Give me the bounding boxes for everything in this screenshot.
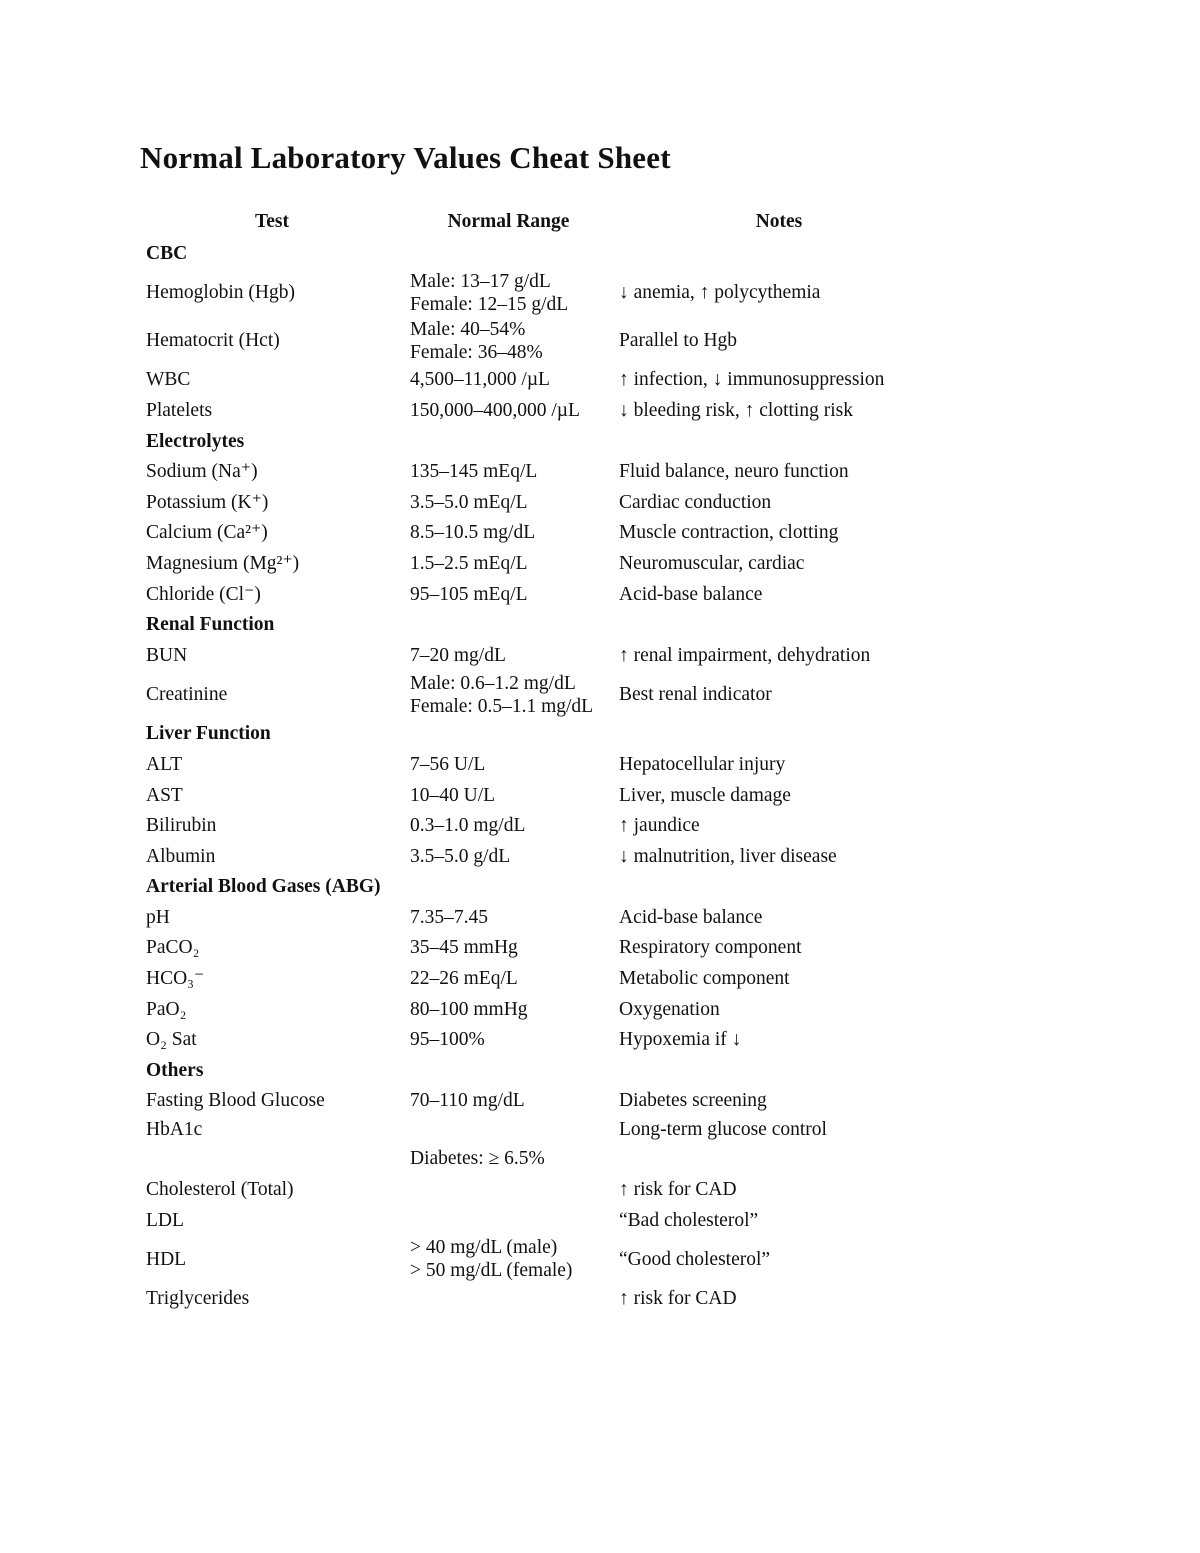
range-line: 22–26 mEq/L bbox=[410, 968, 518, 990]
normal-range-cell bbox=[404, 902, 613, 933]
range-line: > 50 mg/dL (female) bbox=[410, 1260, 573, 1282]
table-row bbox=[140, 579, 945, 610]
range-line: Diabetes: ≥ 6.5% bbox=[410, 1148, 545, 1170]
table-header-row bbox=[140, 204, 945, 238]
range-line: Female: 0.5–1.1 mg/dL bbox=[410, 695, 594, 717]
notes-cell: Neuromuscular, cardiac bbox=[619, 552, 805, 574]
range-line: 7.35–7.45 bbox=[410, 906, 488, 928]
table-row bbox=[140, 933, 945, 964]
page-title: Normal Laboratory Values Cheat Sheet bbox=[140, 140, 671, 175]
normal-range-cell bbox=[404, 579, 613, 610]
range-line: 0.3–1.0 mg/dL bbox=[410, 815, 526, 837]
normal-range-cell bbox=[404, 1086, 613, 1117]
section-header-row bbox=[140, 719, 945, 750]
test-name-cell: Cholesterol (Total) bbox=[146, 1179, 294, 1201]
test-name-cell: pH bbox=[146, 906, 170, 928]
table-row bbox=[140, 902, 945, 933]
range-line: Female: 12–15 g/dL bbox=[410, 293, 569, 315]
normal-range-cell bbox=[404, 1024, 613, 1055]
column-header-notes: Notes bbox=[755, 210, 803, 232]
notes-cell: Acid-base balance bbox=[619, 906, 763, 928]
test-name-cell: Fasting Blood Glucose bbox=[146, 1090, 325, 1112]
table-row bbox=[140, 780, 945, 811]
test-name-cell: Triglycerides bbox=[146, 1288, 250, 1310]
section-header-row bbox=[140, 238, 945, 269]
table-row bbox=[140, 810, 945, 841]
test-name-cell: Sodium (Na⁺) bbox=[146, 461, 258, 483]
normal-range-cell bbox=[404, 1283, 613, 1314]
range-line: Male: 40–54% bbox=[410, 318, 526, 340]
test-name-cell: AST bbox=[146, 784, 183, 806]
section-header-row bbox=[140, 1055, 945, 1086]
column-header-test: Test bbox=[255, 210, 289, 232]
section-title: Electrolytes bbox=[146, 430, 245, 452]
notes-cell: Acid-base balance bbox=[619, 583, 763, 605]
range-line: 80–100 mmHg bbox=[410, 998, 528, 1020]
test-name-cell: PaCO₂ bbox=[146, 937, 200, 959]
normal-range-cell bbox=[404, 994, 613, 1025]
section-header-row bbox=[140, 609, 945, 640]
table-row bbox=[140, 1086, 945, 1117]
table-row bbox=[140, 1116, 945, 1174]
notes-cell: Metabolic component bbox=[619, 968, 790, 990]
notes-cell: ↑ infection, ↓ immunosuppression bbox=[619, 369, 885, 391]
range-line: 7–20 mg/dL bbox=[410, 644, 506, 666]
section-title: Liver Function bbox=[146, 723, 271, 745]
test-name-cell: LDL bbox=[146, 1209, 184, 1231]
test-name-cell: HDL bbox=[146, 1248, 187, 1270]
range-line: 35–45 mmHg bbox=[410, 937, 518, 959]
notes-cell: Best renal indicator bbox=[619, 684, 772, 706]
notes-cell: ↓ malnutrition, liver disease bbox=[619, 845, 837, 867]
test-name-cell: Albumin bbox=[146, 845, 216, 867]
normal-range-cell bbox=[404, 810, 613, 841]
notes-cell: “Good cholesterol” bbox=[619, 1248, 771, 1270]
test-name-cell: PaO₂ bbox=[146, 998, 187, 1020]
test-name-cell: HCO₃⁻ bbox=[146, 968, 205, 990]
notes-cell: Muscle contraction, clotting bbox=[619, 522, 839, 544]
normal-range-cell bbox=[404, 395, 613, 426]
range-line: 3.5–5.0 g/dL bbox=[410, 845, 511, 867]
test-name-cell: WBC bbox=[146, 369, 191, 391]
range-line: 135–145 mEq/L bbox=[410, 461, 538, 483]
normal-range-cell bbox=[404, 780, 613, 811]
range-line: > 40 mg/dL (male) bbox=[410, 1237, 558, 1259]
notes-cell: Oxygenation bbox=[619, 998, 720, 1020]
test-name-cell: Magnesium (Mg²⁺) bbox=[146, 552, 300, 574]
normal-range-cell bbox=[404, 1235, 613, 1283]
notes-cell: ↑ jaundice bbox=[619, 815, 700, 837]
lab-values-table bbox=[140, 204, 945, 1314]
table-row bbox=[140, 518, 945, 549]
notes-cell: Parallel to Hgb bbox=[619, 330, 738, 352]
table-row bbox=[140, 841, 945, 872]
section-title: Arterial Blood Gases (ABG) bbox=[146, 876, 381, 898]
notes-cell: ↑ risk for CAD bbox=[619, 1179, 737, 1201]
notes-cell: Cardiac conduction bbox=[619, 491, 772, 513]
table-row bbox=[140, 640, 945, 671]
table-row bbox=[140, 1235, 945, 1283]
notes-cell: ↓ bleeding risk, ↑ clotting risk bbox=[619, 399, 853, 421]
test-name-cell: Bilirubin bbox=[146, 815, 217, 837]
normal-range-cell bbox=[404, 841, 613, 872]
table-row bbox=[140, 1024, 945, 1055]
range-line: 95–100% bbox=[410, 1029, 485, 1051]
table-row bbox=[140, 671, 945, 719]
section-title: Renal Function bbox=[146, 614, 275, 636]
table-row bbox=[140, 1283, 945, 1314]
range-line: Male: 0.6–1.2 mg/dL bbox=[410, 672, 576, 694]
test-name-cell: Hematocrit (Hct) bbox=[146, 330, 280, 352]
notes-cell: ↑ renal impairment, dehydration bbox=[619, 644, 871, 666]
normal-range-cell bbox=[404, 933, 613, 964]
range-line: Male: 13–17 g/dL bbox=[410, 270, 551, 292]
test-name-cell: Potassium (K⁺) bbox=[146, 491, 269, 513]
normal-range-cell bbox=[404, 749, 613, 780]
range-line: 10–40 U/L bbox=[410, 784, 496, 806]
test-name-cell: Creatinine bbox=[146, 684, 228, 706]
normal-range-cell bbox=[404, 640, 613, 671]
notes-cell: Diabetes screening bbox=[619, 1090, 767, 1112]
test-name-cell: Chloride (Cl⁻) bbox=[146, 583, 261, 605]
range-line: 1.5–2.5 mEq/L bbox=[410, 552, 528, 574]
table-row bbox=[140, 456, 945, 487]
table-row bbox=[140, 749, 945, 780]
test-name-cell: HbA1c bbox=[146, 1119, 203, 1141]
normal-range-cell bbox=[404, 317, 613, 365]
range-line: 70–110 mg/dL bbox=[410, 1090, 525, 1112]
normal-range-cell bbox=[404, 269, 613, 317]
range-line: Female: 36–48% bbox=[410, 341, 543, 363]
notes-cell: Fluid balance, neuro function bbox=[619, 461, 849, 483]
notes-cell: ↓ anemia, ↑ polycythemia bbox=[619, 282, 821, 304]
table-row bbox=[140, 487, 945, 518]
notes-cell: ↑ risk for CAD bbox=[619, 1288, 737, 1310]
table-row bbox=[140, 963, 945, 994]
section-title: CBC bbox=[146, 242, 188, 264]
notes-cell: Long-term glucose control bbox=[619, 1119, 827, 1141]
range-line: 7–56 U/L bbox=[410, 753, 486, 775]
table-row bbox=[140, 317, 945, 365]
table-row bbox=[140, 395, 945, 426]
range-line: 3.5–5.0 mEq/L bbox=[410, 491, 528, 513]
table-row bbox=[140, 365, 945, 396]
test-name-cell: Calcium (Ca²⁺) bbox=[146, 522, 268, 544]
section-header-row bbox=[140, 426, 945, 457]
range-line: 4,500–11,000 /µL bbox=[410, 369, 550, 391]
table-row bbox=[140, 269, 945, 317]
notes-cell: Liver, muscle damage bbox=[619, 784, 791, 806]
range-line: 95–105 mEq/L bbox=[410, 583, 528, 605]
notes-cell: Hepatocellular injury bbox=[619, 753, 786, 775]
test-name-cell: Hemoglobin (Hgb) bbox=[146, 282, 295, 304]
test-name-cell: BUN bbox=[146, 644, 188, 666]
normal-range-cell bbox=[404, 1174, 613, 1205]
range-line: 8.5–10.5 mg/dL bbox=[410, 522, 536, 544]
test-name-cell: ALT bbox=[146, 753, 183, 775]
normal-range-cell bbox=[404, 963, 613, 994]
normal-range-cell bbox=[404, 671, 613, 719]
table-row bbox=[140, 548, 945, 579]
normal-range-cell bbox=[404, 1205, 613, 1236]
normal-range-cell bbox=[404, 456, 613, 487]
table-row bbox=[140, 994, 945, 1025]
normal-range-cell bbox=[404, 518, 613, 549]
column-header-normal-range: Normal Range bbox=[447, 210, 570, 232]
notes-cell: “Bad cholesterol” bbox=[619, 1209, 759, 1231]
normal-range-cell bbox=[404, 548, 613, 579]
section-title: Others bbox=[146, 1059, 204, 1081]
table-row bbox=[140, 1174, 945, 1205]
notes-cell: Hypoxemia if ↓ bbox=[619, 1029, 742, 1051]
table-row bbox=[140, 1205, 945, 1236]
normal-range-cell bbox=[404, 365, 613, 396]
normal-range-cell bbox=[404, 1116, 613, 1174]
test-name-cell: O₂ Sat bbox=[146, 1029, 197, 1051]
normal-range-cell bbox=[404, 487, 613, 518]
section-header-row bbox=[140, 872, 945, 903]
table-body bbox=[140, 238, 945, 1314]
notes-cell: Respiratory component bbox=[619, 937, 802, 959]
test-name-cell: Platelets bbox=[146, 399, 213, 421]
range-line: 150,000–400,000 /µL bbox=[410, 399, 580, 421]
